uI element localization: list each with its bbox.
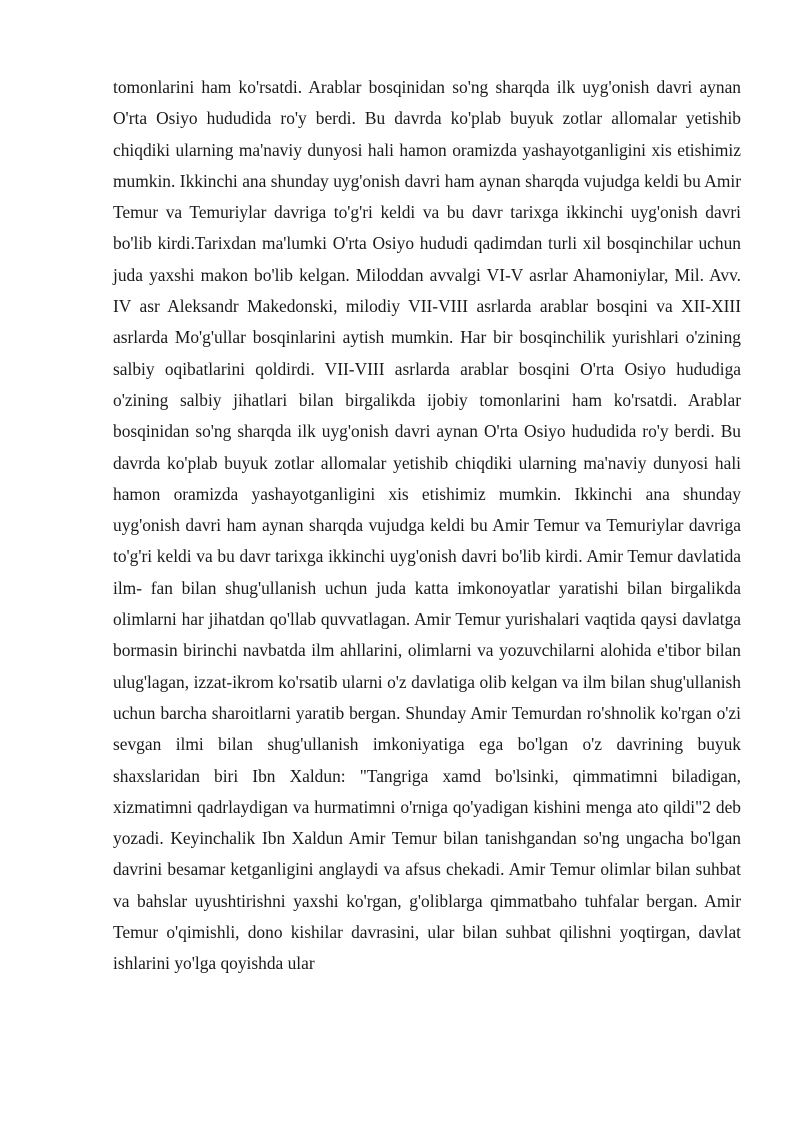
body-paragraph: tomonlarini ham ko'rsatdi. Arablar bosqinidan so'ng sharqda ilk uyg'onish davri aynan O'rta Osiyo hududida ro'y berdi. Bu davrda ko'plab buyuk zotlar allomalar yetishib chiqdiki ularning ma'naviy dunyosi hali hamon oramizda yashayotganligini xis etishimiz mumkin. Ikkinchi ana shunday uyg'onish davri ham aynan sharqda vujudga keldi bu Amir Temur va Temuriylar davriga to'g'ri keldi va bu davr tarixga ikkinchi uyg'onish davri bo'lib kirdi.Tarixdan ma'lumki O'rta Osiyo hududi qadimdan turli xil bosqinchilar uchun juda yaxshi makon bo'lib kelgan. Miloddan avvalgi VI-V asrlar Ahamoniylar, Mil. Avv. IV asr Aleksandr Makedonski, milodiy VII-VIII asrlarda arablar bosqini va XII-XIII asrlarda Mo'g'ullar bosqinlarini aytish mumkin. Har bir bosqinchilik yurishlari o'zining salbiy oqibatlarini qoldirdi. VII-VIII asrlarda arablar bosqini O'rta Osiyo hududiga o'zining salbiy jihatlari bilan birgalikda ijobiy tomonlarini ham ko'rsatdi. Arablar bosqinidan so'ng sharqda ilk uyg'onish davri aynan O'rta Osiyo hududida ro'y berdi. Bu davrda ko'plab buyuk zotlar allomalar yetishib chiqdiki ularning ma'naviy dunyosi hali hamon oramizda yashayotganligini xis etishimiz mumkin. Ikkinchi ana shunday uyg'onish davri ham aynan sharqda vujudga keldi bu Amir Temur va Temuriylar davriga to'g'ri keldi va bu davr tarixga ikkinchi uyg'onish davri bo'lib kirdi. Amir Temur davlatida ilm- fan bilan shug'ullanish uchun juda katta imkonoyatlar yaratishi bilan birgalikda olimlarni har jihatdan qo'llab quvvatlagan. Amir Temur yurishalari vaqtida qaysi davlatga bormasin birinchi navbatda ilm ahllarini, olimlarni va yozuvchilarni alohida e'tibor bilan ulug'lagan, izzat-ikrom ko'rsatib ularni o'z davlatiga olib kelgan va ilm bilan shug'ullanish uchun barcha sharoitlarni yaratib bergan. Shunday Amir Temurdan ro'shnolik ko'rgan o'zi sevgan ilmi bilan shug'ullanish imkoniyatiga ega bo'lgan o'z davrining buyuk shaxslaridan biri Ibn Xaldun: "Tangriga xamd bo'lsinki, qimmatimni biladigan, xizmatimni qadrlaydigan va hurmatimni o'rniga qo'yadigan kishini menga ato qildi"2 deb yozadi. Keyinchalik Ibn Xaldun Amir Temur bilan tanishgandan so'ng ungacha bo'lgan davrini besamar ketganligini anglaydi va afsus chekadi. Amir Temur olimlar bilan suhbat va bahslar uyushtirishni yaxshi ko'rgan, g'oliblarga qimmatbaho tuhfalar bergan. Amir Temur o'qimishli, dono kishilar davrasini, ular bilan suhbat qilishni yoqtirgan, davlat ishlarini yo'lga qoyishda ular: [113, 77, 741, 974]
